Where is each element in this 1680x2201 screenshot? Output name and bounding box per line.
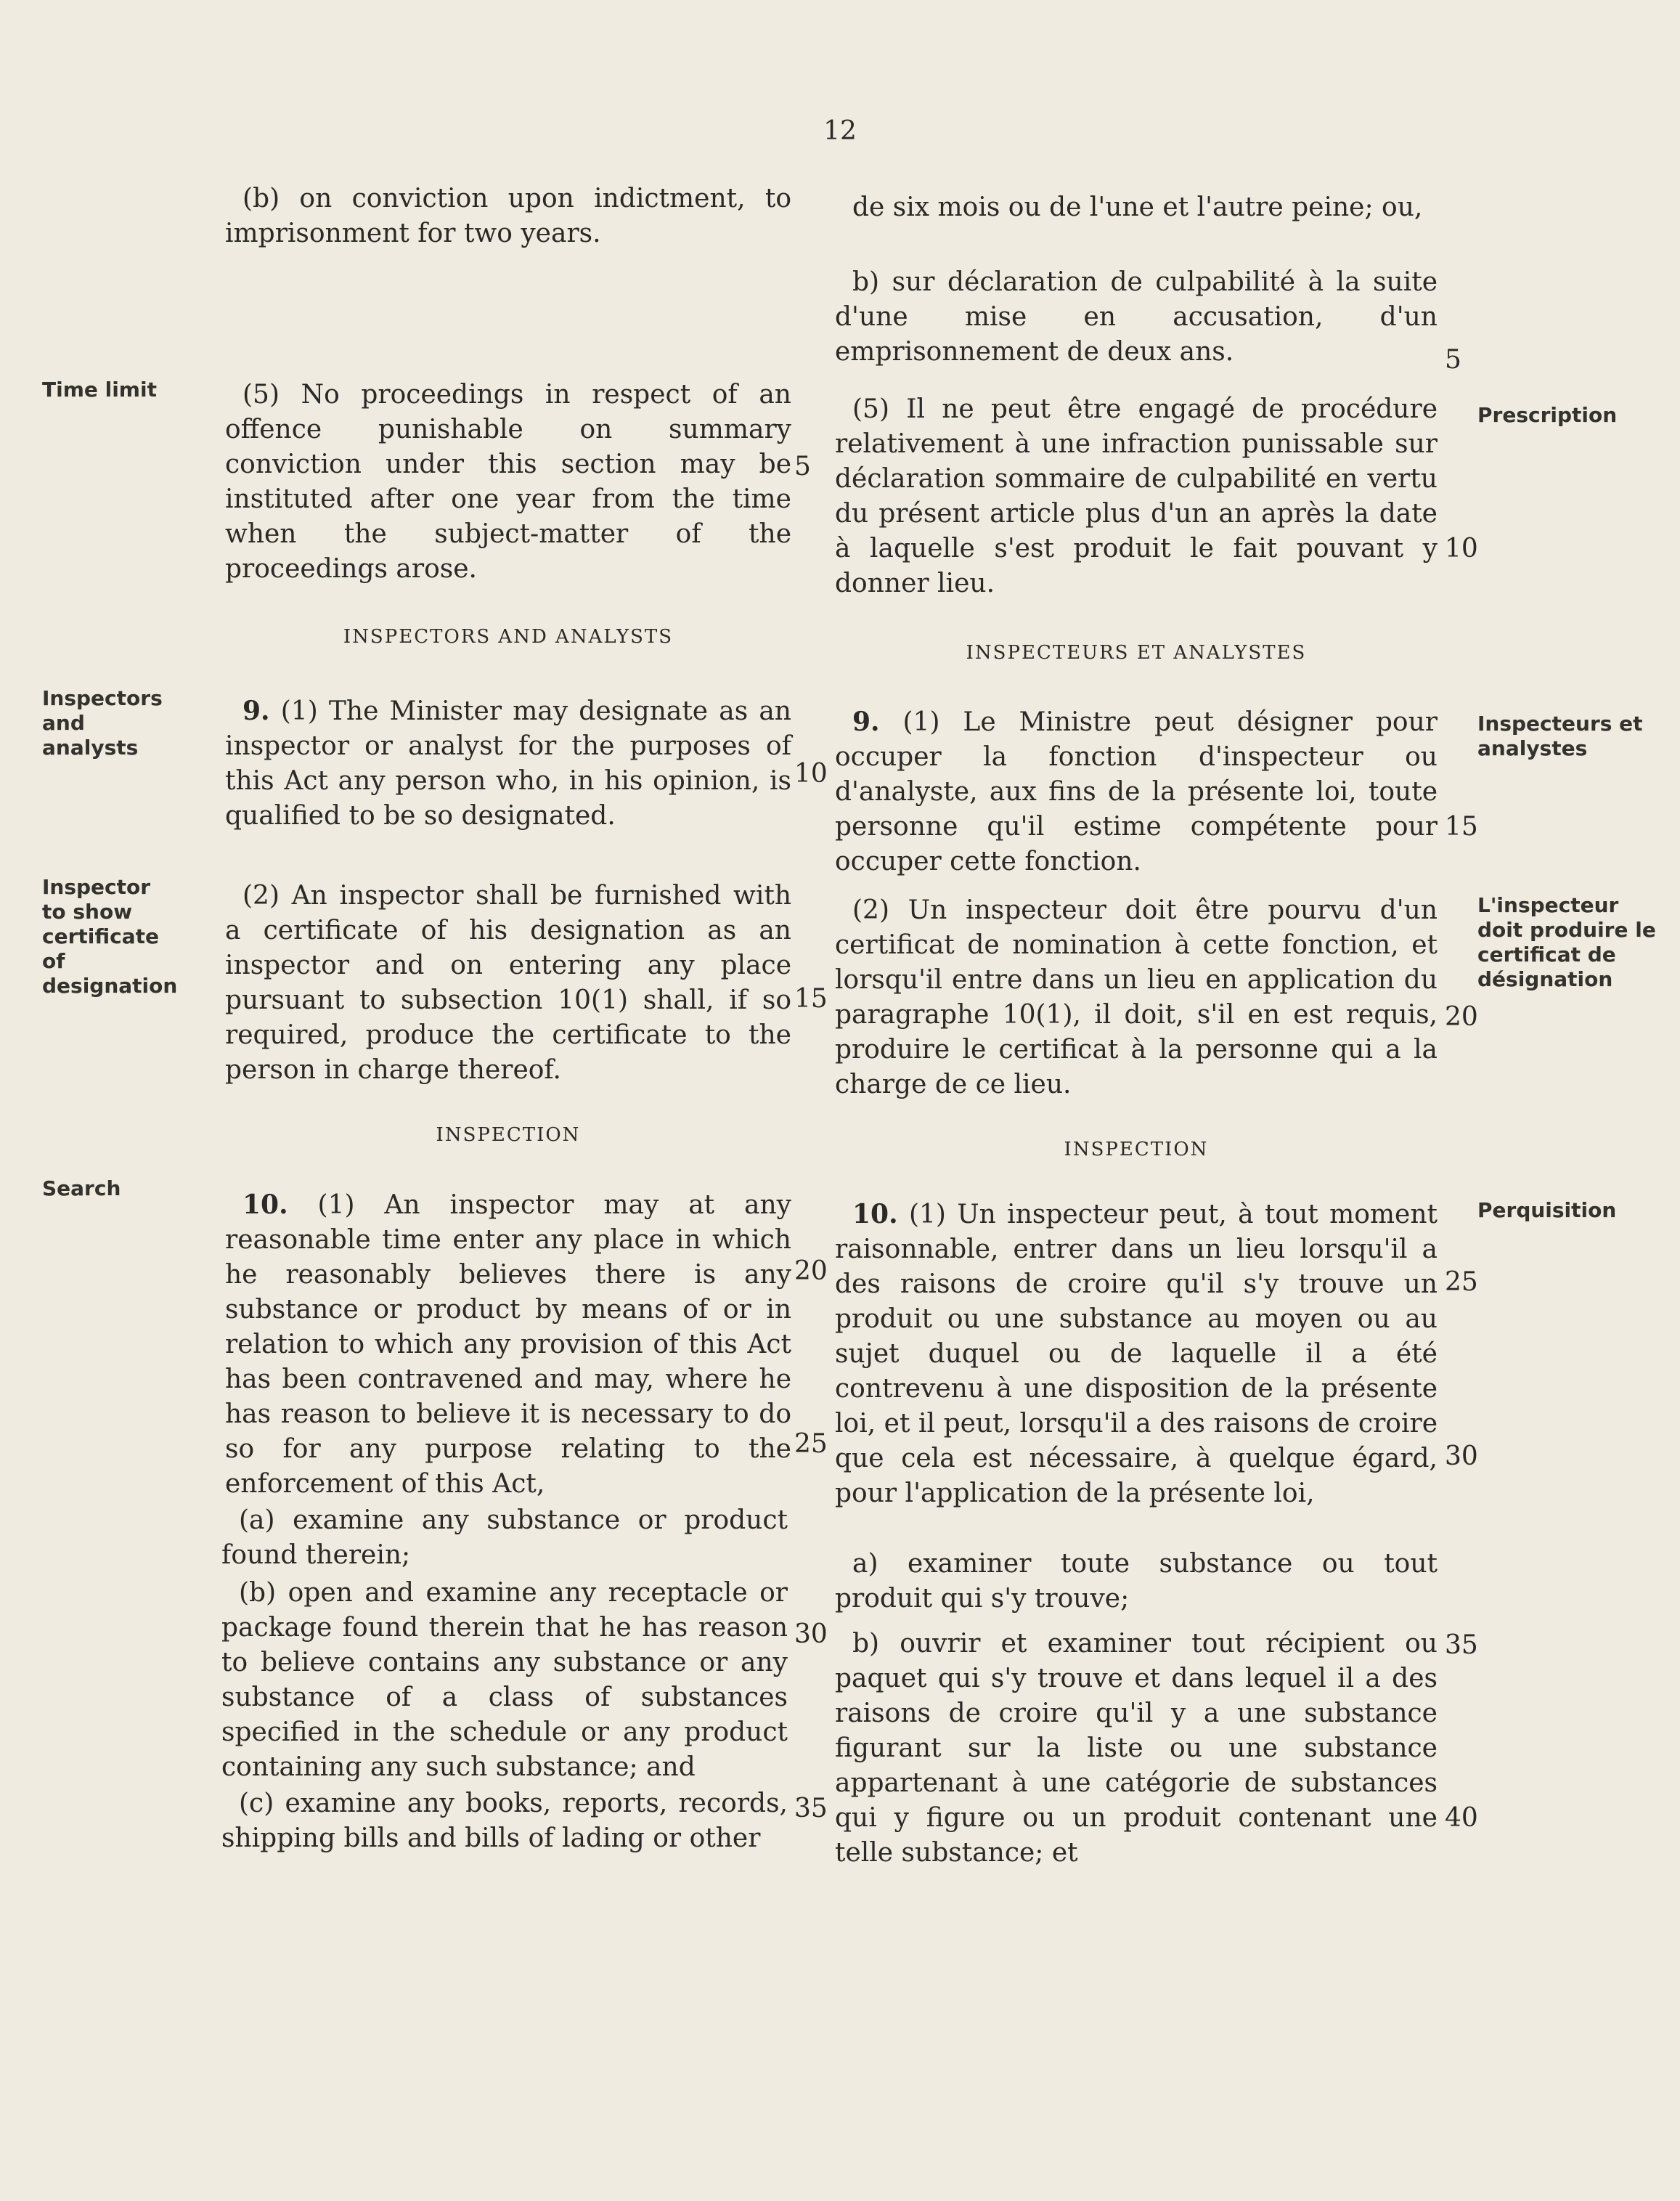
french-item-b (835, 1627, 1438, 1871)
english-section-10-1 (225, 1187, 791, 1502)
french-section-10-1 (835, 1197, 1438, 1511)
english-section-9-2 (225, 879, 791, 1088)
french-six-mois (835, 190, 1438, 225)
margin-note-inspector-certificate: Inspector to show certificate of designation (42, 875, 178, 998)
english-item-b (221, 1576, 788, 1785)
section-number: 10. (852, 1199, 898, 1229)
paragraph: (a) examine any substance or product found therein; (221, 1505, 788, 1570)
french-section-9-2 (835, 893, 1438, 1102)
line-number: 30 (794, 1619, 828, 1649)
line-number: 20 (1445, 1002, 1478, 1032)
paragraph: (2) An inspector shall be furnished with a certificate of his designation as an inspector and on entering any place pursuant to subsection 10(1) shall, if so required, produce the certificate to the person in charge thereof. (225, 881, 791, 1085)
line-number: 30 (1445, 1441, 1478, 1471)
margin-note-inspecteur-certificat: L'inspecteur doit produire le certificat de désignation (1477, 893, 1656, 991)
line-number: 25 (794, 1429, 828, 1459)
french-item-a (835, 1547, 1438, 1616)
section-text: (1) An inspector may at any reasonable time enter any place in which he reasonably believes there is any substance or product by means of or in relation to which any provision of this Act has been contravened and may, where he has reason to believe it is necessary to do so for any purpose relating to the enforcement of this Act, (225, 1190, 791, 1499)
section-number: 9. (852, 707, 880, 737)
paragraph: b) ouvrir et examiner tout récipient ou paquet qui s'y trouve et dans lequel il a des raisons de croire qu'il y a une substance figurant sur la liste ou une substance appartenant à une catégorie de substances qui y figure ou un produit contenant une telle substance; et (835, 1629, 1438, 1868)
margin-note-search: Search (42, 1176, 121, 1200)
line-number: 40 (1445, 1803, 1478, 1833)
paragraph: de six mois ou de l'une et l'autre peine; ou, (852, 192, 1423, 222)
paragraph: (2) Un inspecteur doit être pourvu d'un certificat de nomination à cette fonction, et lorsqu'il entre dans un lieu en application du paragraphe 10(1), il doit, s'il en est requis, produire le certificat à la personne qui a la charge de ce lieu. (835, 895, 1438, 1099)
margin-note-prescription: Prescription (1477, 403, 1618, 427)
line-number: 5 (1445, 345, 1461, 375)
heading-inspection-fr: INSPECTION (1064, 1139, 1209, 1160)
paragraph (225, 1187, 791, 1502)
line-number: 15 (794, 984, 828, 1014)
french-section-9-1 (835, 704, 1438, 879)
margin-note-perquisition: Perquisition (1477, 1198, 1617, 1222)
heading-inspectors-and-analysts: INSPECTORS AND ANALYSTS (343, 626, 674, 648)
paragraph (835, 704, 1438, 879)
paragraph: (5) No proceedings in respect of an offence punishable on summary conviction under this section may be instituted after one year from the time when the subject-matter of the proceedings arose. (225, 380, 791, 584)
section-number: 9. (242, 696, 270, 726)
line-number: 5 (794, 452, 811, 481)
french-b-declaration (835, 265, 1438, 370)
page-number: 12 (823, 116, 857, 146)
english-item-a (221, 1503, 788, 1573)
line-number: 35 (1445, 1630, 1478, 1660)
margin-note-inspectors-and-analysts: Inspectors and analysts (42, 686, 163, 760)
line-number: 25 (1445, 1267, 1478, 1297)
french-subsection-5 (835, 392, 1438, 601)
line-number: 20 (794, 1256, 828, 1286)
line-number: 10 (1445, 534, 1478, 564)
paragraph: (b) open and examine any receptacle or package found therein that he has reason to believe contains any substance or any substance of a class of substances specified in the schedule or any product containing any such substance; and (221, 1578, 788, 1782)
english-item-c (221, 1786, 788, 1856)
line-number: 35 (794, 1794, 828, 1823)
paragraph: (5) Il ne peut être engagé de procédure relativement à une infraction punissable sur déclaration sommaire de culpabilité en vertu du présent article plus d'un an après la date à laquelle s'est produit le fait pouvant y donner lieu. (835, 394, 1438, 598)
line-number: 15 (1445, 812, 1478, 842)
paragraph: a) examiner toute substance ou tout produit qui s'y trouve; (835, 1549, 1438, 1614)
heading-inspecteurs-et-analystes: INSPECTEURS ET ANALYSTES (966, 642, 1307, 664)
english-b-conviction (225, 182, 791, 251)
paragraph (835, 1197, 1438, 1511)
section-text: (1) Le Ministre peut désigner pour occuper la fonction d'inspecteur ou d'analyste, aux fins de la présente loi, toute personne qu'il estime compétente pour occuper cette fonction. (835, 707, 1438, 876)
section-text: (1) The Minister may designate as an inspector or analyst for the purposes of this Act any person who, in his opinion, is qualified to be so designated. (225, 696, 791, 831)
margin-note-time-limit: Time limit (42, 378, 157, 402)
heading-inspection-en: INSPECTION (436, 1124, 581, 1146)
english-subsection-5 (225, 378, 791, 587)
paragraph (225, 693, 791, 834)
section-text: (1) Un inspecteur peut, à tout moment raisonnable, entrer dans un lieu lorsqu'il a des raisons de croire qu'il s'y trouve un produit ou une substance au moyen ou au sujet duquel ou de laquelle il a été contrevenu à une disposition de la présente loi, et il peut, lorsqu'il a des raisons de croire que cela est nécessaire, à quelque égard, pour l'application de la présente loi, (835, 1200, 1438, 1508)
line-number: 10 (794, 759, 828, 789)
english-section-9-1 (225, 693, 791, 834)
section-number: 10. (242, 1189, 288, 1220)
margin-note-inspecteurs: Inspecteurs et analystes (1477, 712, 1643, 760)
paragraph: b) sur déclaration de culpabilité à la suite d'une mise en accusation, d'un emprisonnement de deux ans. (835, 267, 1438, 367)
paragraph: (b) on conviction upon indictment, to imprisonment for two years. (225, 184, 791, 248)
paragraph: (c) examine any books, reports, records, shipping bills and bills of lading or other (221, 1789, 788, 1853)
